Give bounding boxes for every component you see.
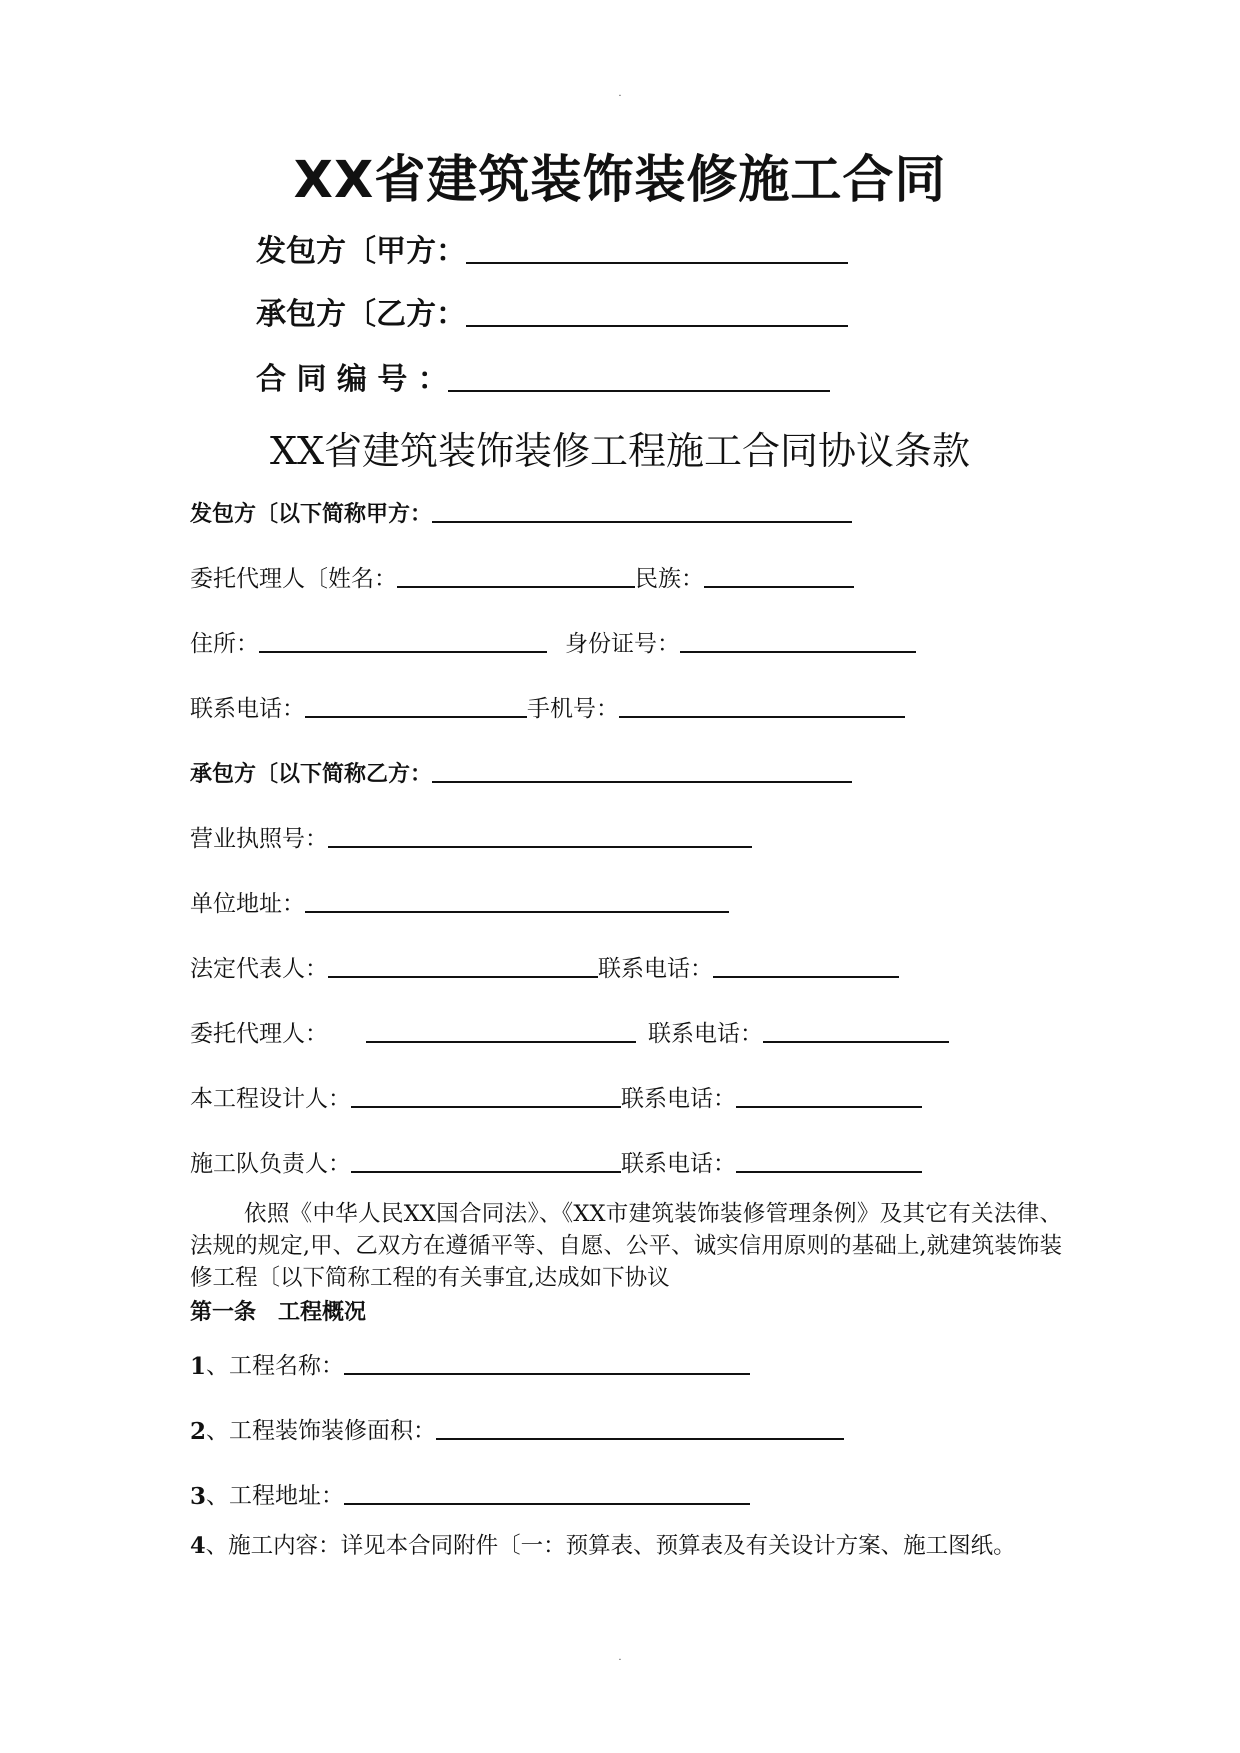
cover-employer-row [256, 222, 848, 270]
cover-contract-no-label: 合 同 编 号 ： [256, 362, 448, 397]
party-a-mobile-label: 手机号： [527, 696, 619, 722]
party-b-name-field[interactable] [432, 779, 852, 783]
article-1-item-2-label: 、工程装饰装修面积： [206, 1418, 437, 1444]
cover-contractor-label: 承包方〔乙方： [256, 297, 466, 332]
party-b-designer-phone-label: 联系电话： [621, 1086, 736, 1112]
party-a-agent-row [190, 553, 854, 593]
party-b-designer-row [190, 1073, 922, 1113]
party-b-legal-rep-label: 法定代表人： [190, 956, 328, 982]
party-a-name-field[interactable] [432, 519, 852, 523]
party-b-designer-label: 本工程设计人： [190, 1086, 351, 1112]
party-a-address-label: 住所： [190, 631, 259, 657]
cover-contractor-row [256, 285, 848, 333]
party-b-agent-label: 委托代理人： [190, 1021, 328, 1047]
party-b-agent-row [190, 1008, 949, 1048]
cover-employer-label: 发包方〔甲方： [256, 234, 466, 269]
article-1-item-1-number: 1 [190, 1353, 207, 1380]
party-b-agent-phone-field[interactable] [763, 1039, 949, 1043]
footer-mark: . [618, 1652, 622, 1663]
cover-employer-field[interactable] [466, 260, 848, 264]
article-1-item-4-number: 4 [190, 1533, 206, 1559]
party-a-agent-label: 委托代理人〔姓名： [190, 566, 397, 592]
party-b-agent-field[interactable] [366, 1039, 636, 1043]
article-1-item-1-label: 、工程名称： [206, 1353, 345, 1379]
project-address-field[interactable] [344, 1501, 750, 1505]
article-1-heading: 第一条 工程概况 [190, 1300, 367, 1325]
party-a-phone-row [190, 683, 905, 723]
article-1-item-3-label: 、工程地址： [206, 1483, 345, 1509]
party-b-team-leader-field[interactable] [351, 1169, 621, 1173]
cover-contract-no-field[interactable] [448, 388, 830, 392]
party-a-phone-label: 联系电话： [190, 696, 305, 722]
document-subtitle: XX省建筑装饰装修工程施工合同协议条款 [269, 429, 971, 473]
party-b-unit-address-field[interactable] [305, 909, 729, 913]
party-a-phone-field[interactable] [305, 714, 527, 718]
party-a-id-label: 身份证号： [565, 631, 680, 657]
party-a-mobile-field[interactable] [619, 714, 905, 718]
party-a-ethnicity-label: 民族： [635, 566, 704, 592]
article-1-item-4-text: 、施工内容：详见本合同附件〔一：预算表、预算表及有关设计方案、施工图纸。 [205, 1533, 1016, 1559]
preamble-paragraph: 依照《中华人民XX国合同法》、《XX市建筑装饰装修管理条例》及其它有关法律、法规的规定,甲、乙双方在遵循平等、自愿、公平、诚实信用原则的基础上,就建筑装饰装修工程〔以下简称工程的有关事宜,达成如下协议 [190, 1201, 1062, 1291]
party-b-designer-field[interactable] [351, 1104, 621, 1108]
party-b-legal-rep-row [190, 943, 899, 983]
party-b-unit-address-row [190, 878, 729, 918]
party-a-address-field[interactable] [259, 649, 547, 653]
party-b-license-field[interactable] [328, 844, 752, 848]
header-mark: . [618, 88, 622, 99]
party-a-id-field[interactable] [680, 649, 916, 653]
document-title: XX省建筑装饰装修施工合同 [293, 151, 947, 210]
article-1-item-2-number: 2 [190, 1418, 207, 1445]
party-a-heading-row [190, 488, 852, 528]
cover-contract-no-row [256, 350, 830, 398]
project-name-field[interactable] [344, 1371, 750, 1375]
party-b-team-leader-phone-label: 联系电话： [621, 1151, 736, 1177]
party-a-ethnicity-field[interactable] [704, 584, 854, 588]
party-a-address-row [190, 618, 916, 658]
party-b-heading-row [190, 748, 852, 788]
article-1-item-1-row [190, 1340, 750, 1380]
party-b-legal-rep-phone-label: 联系电话： [598, 956, 713, 982]
party-b-legal-rep-phone-field[interactable] [713, 974, 899, 978]
article-1-item-2-row [190, 1405, 844, 1445]
party-b-legal-rep-field[interactable] [328, 974, 598, 978]
decoration-area-field[interactable] [436, 1436, 844, 1440]
party-b-license-row [190, 813, 752, 853]
party-a-heading: 发包方〔以下简称甲方： [190, 502, 433, 527]
party-b-agent-phone-label: 联系电话： [648, 1021, 763, 1047]
party-b-license-label: 营业执照号： [190, 826, 328, 852]
article-1-item-4 [190, 1530, 1062, 1562]
party-b-team-leader-row [190, 1138, 922, 1178]
party-b-team-leader-label: 施工队负责人： [190, 1151, 351, 1177]
party-a-agent-field[interactable] [397, 584, 635, 588]
party-b-unit-address-label: 单位地址： [190, 891, 305, 917]
party-b-heading: 承包方〔以下简称乙方： [190, 762, 433, 787]
cover-contractor-field[interactable] [466, 323, 848, 327]
party-b-team-leader-phone-field[interactable] [736, 1169, 922, 1173]
article-1-item-3-row [190, 1470, 750, 1510]
article-1-item-3-number: 3 [190, 1483, 207, 1510]
party-b-designer-phone-field[interactable] [736, 1104, 922, 1108]
